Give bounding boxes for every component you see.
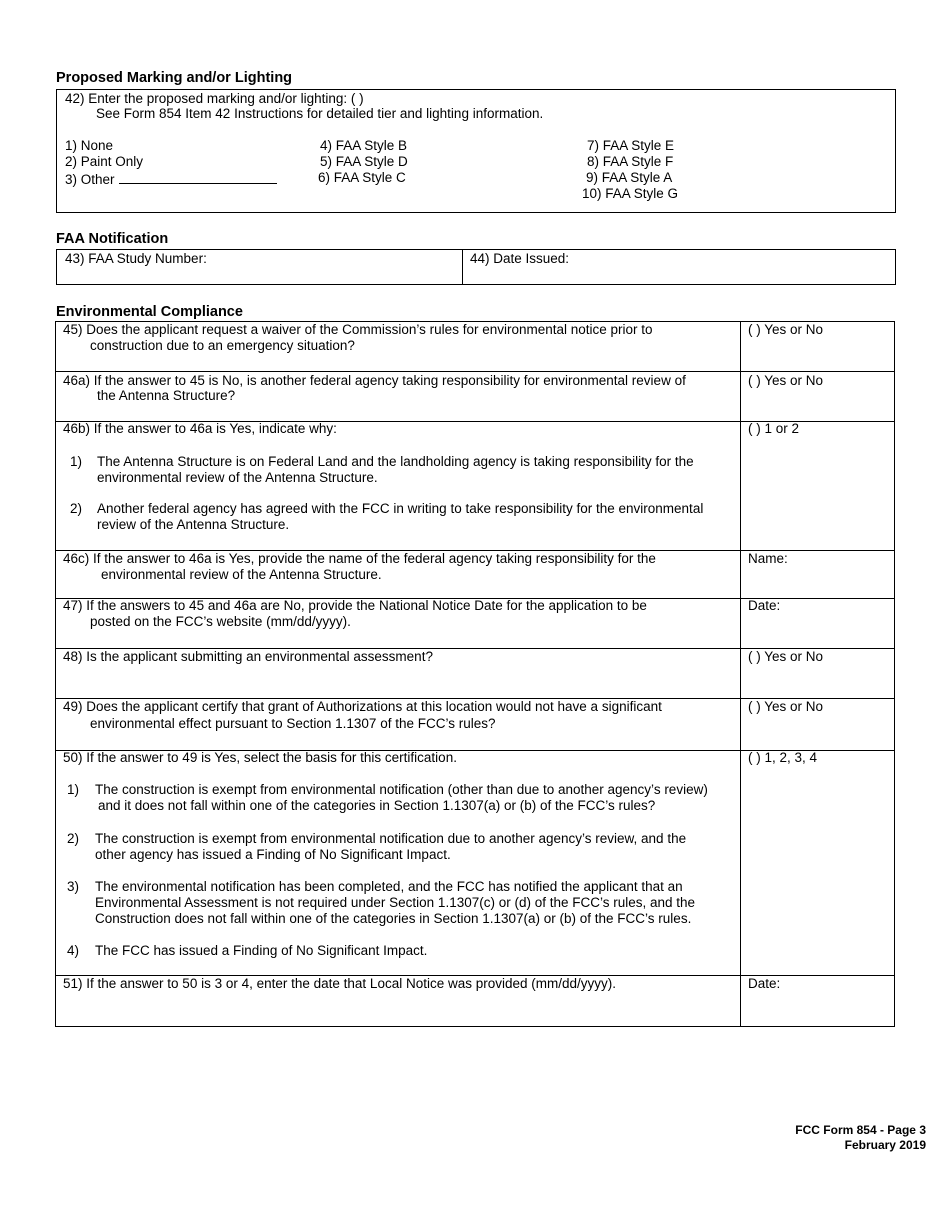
q47-date-field[interactable]: Date: [748,598,781,613]
q46b-question: 46b) If the answer to 46a is Yes, indicate why: [63,421,337,436]
q45-answer-field[interactable]: ( ) Yes or No [748,322,824,337]
faa-study-number-field[interactable]: 43) FAA Study Number: [65,251,207,266]
option-none[interactable]: 1) None [65,138,114,153]
q46b-option2-text: Another federal agency has agreed with the FCC in writing to take responsibility for the environmental [97,501,704,516]
option-faa-style-b[interactable]: 4) FAA Style B [320,138,408,153]
q46b-option2-text-cont: review of the Antenna Structure. [97,517,290,532]
q50-option1-text-cont: and it does not fall within one of the categories in Section 1.1307(a) or (b) of the FCC’s rules? [98,798,656,813]
q42-instructions: See Form 854 Item 42 Instructions for detailed tier and lighting information. [96,106,544,121]
option-faa-style-d[interactable]: 5) FAA Style D [320,154,408,169]
q46b-option2-number: 2) [70,501,83,516]
q49-answer-field[interactable]: ( ) Yes or No [748,699,824,714]
option-paint-only[interactable]: 2) Paint Only [65,154,144,169]
q46c-name-field[interactable]: Name: [748,551,788,566]
q50-option4-text: The FCC has issued a Finding of No Significant Impact. [95,943,428,958]
q45-question: 45) Does the applicant request a waiver of the Commission’s rules for environmental notice prior to [63,322,653,337]
q50-option2-number: 2) [67,831,80,846]
option-faa-style-c[interactable]: 6) FAA Style C [318,170,406,185]
date-issued-field[interactable]: 44) Date Issued: [470,251,570,266]
q50-option3-text: The environmental notification has been completed, and the FCC has notified the applicant that an [95,879,683,894]
q46a-question: 46a) If the answer to 45 is No, is another federal agency taking responsibility for environmental review of [63,373,686,388]
option-faa-style-e[interactable]: 7) FAA Style E [587,138,675,153]
q50-option2-text: The construction is exempt from environmental notification due to another agency’s review, and the [95,831,687,846]
marking-heading: Proposed Marking and/or Lighting [56,70,293,86]
q50-option1-number: 1) [67,782,80,797]
faa-heading: FAA Notification [56,231,169,247]
q50-option4-number: 4) [67,943,80,958]
option-faa-style-a[interactable]: 9) FAA Style A [586,170,673,185]
q48-answer-field[interactable]: ( ) Yes or No [748,649,824,664]
q50-question: 50) If the answer to 49 is Yes, select the basis for this certification. [63,750,457,765]
option-other[interactable] [65,170,277,187]
q47-question: 47) If the answers to 45 and 46a are No, provide the National Notice Date for the application to be [63,598,647,613]
option-other-label: 3) Other [65,172,115,187]
q45-question-cont: construction due to an emergency situation? [90,338,355,353]
q51-question: 51) If the answer to 50 is 3 or 4, enter the date that Local Notice was provided (mm/dd/yyyy). [63,976,617,991]
q47-question-cont: posted on the FCC’s website (mm/dd/yyyy). [90,614,351,629]
q51-date-field[interactable]: Date: [748,976,781,991]
q50-option1-text: The construction is exempt from environmental notification (other than due to another agency’s review) [95,782,708,797]
footer-form-page: FCC Form 854 - Page 3 [795,1123,926,1137]
q46b-option1-text-cont: environmental review of the Antenna Structure. [97,470,378,485]
q46b-answer-field[interactable]: ( ) 1 or 2 [748,421,800,436]
q46a-answer-field[interactable]: ( ) Yes or No [748,373,824,388]
option-faa-style-g[interactable]: 10) FAA Style G [582,186,679,201]
q49-question-cont: environmental effect pursuant to Section 1.1307 of the FCC’s rules? [90,716,496,731]
q50-option3-text-cont2: Construction does not fall within one of the categories in Section 1.1307(a) or (b) of the FCC’s rules. [95,911,692,926]
option-faa-style-f[interactable]: 8) FAA Style F [587,154,674,169]
q46a-question-cont: the Antenna Structure? [97,388,236,403]
q49-question: 49) Does the applicant certify that grant of Authorizations at this location would not have a significant [63,699,662,714]
q46b-option1-text: The Antenna Structure is on Federal Land and the landholding agency is taking responsibility for the [97,454,694,469]
q50-option2-text-cont: other agency has issued a Finding of No Significant Impact. [95,847,451,862]
q48-question: 48) Is the applicant submitting an environmental assessment? [63,649,433,664]
q42-prompt: 42) Enter the proposed marking and/or lighting: ( ) [65,91,364,106]
q50-answer-field[interactable]: ( ) 1, 2, 3, 4 [748,750,818,765]
q50-option3-text-cont: Environmental Assessment is not required under Section 1.1307(c) or (d) of the FCC’s rules, and the [95,895,696,910]
q46b-option1-number: 1) [70,454,83,469]
footer-date: February 2019 [844,1138,926,1152]
q50-option3-number: 3) [67,879,80,894]
q46c-question: 46c) If the answer to 46a is Yes, provide the name of the federal agency taking responsibility for the [63,551,656,566]
q46c-question-cont: environmental review of the Antenna Structure. [101,567,382,582]
other-blank-field[interactable] [119,170,277,184]
env-heading: Environmental Compliance [56,304,243,320]
